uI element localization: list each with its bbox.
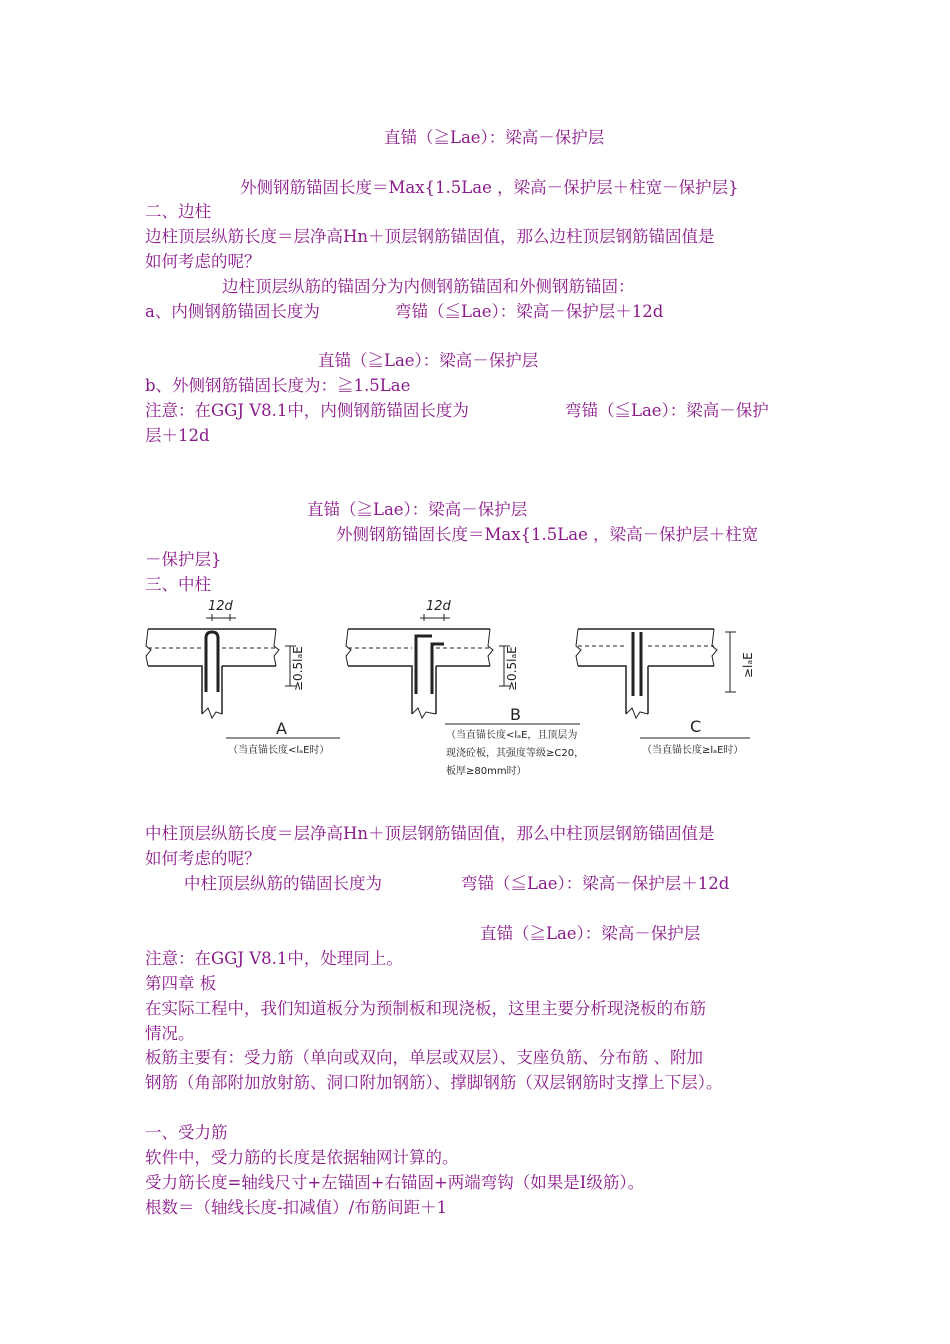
text-line: 外侧钢筋锚固长度＝Max{1.5Lae ，梁高－保护层＋柱宽－保护层} (240, 178, 739, 197)
fig-a-side-dim: ≥0.5lₐE (291, 646, 305, 691)
text-line: 弯锚（≦Lae）：梁高－保护层＋12d (461, 874, 730, 893)
column-anchorage-figure (140, 596, 780, 786)
text-line: 注意：在GGJ V8.1中，内侧钢筋锚固长度为 (145, 401, 469, 420)
fig-a-caption: （当直锚长度<lₐE时） (228, 745, 330, 756)
fig-b-caption-1: （当直锚长度<lₐE，且顶层为 (446, 730, 578, 741)
fig-b-top-dim: 12d (426, 599, 451, 614)
text-line: 根数＝（轴线长度-扣减值）/布筋间距＋1 (145, 1198, 448, 1217)
fig-c-letter: C (690, 717, 702, 736)
chapter-heading: 第四章 板 (145, 974, 217, 993)
text-line: 软件中，受力筋的长度是依据轴网计算的。 (145, 1148, 459, 1167)
text-line: 弯锚（≦Lae）：梁高－保护 (565, 401, 769, 420)
fig-b-caption-2: 现浇砼板，其强度等级≥C20， (446, 748, 585, 759)
text-line: 受力筋长度=轴线尺寸+左锚固+右锚固+两端弯钩（如果是Ⅰ级筋）。 (145, 1173, 645, 1192)
text-line: 在实际工程中，我们知道板分为预制板和现浇板，这里主要分析现浇板的布筋 (145, 999, 706, 1018)
text-line: 情况。 (145, 1024, 195, 1043)
section-heading: 二、边柱 (145, 202, 211, 221)
text-line: 边柱顶层纵筋的锚固分为内侧钢筋锚固和外侧钢筋锚固： (222, 277, 635, 296)
fig-b-letter: B (510, 705, 521, 724)
text-line: a、内侧钢筋锚固长度为 (145, 302, 320, 321)
text-line: 边柱顶层纵筋长度＝层净高Hn＋顶层钢筋锚固值，那么边柱顶层钢筋锚固值是 (145, 227, 715, 246)
text-line: 如何考虑的呢？ (145, 849, 261, 868)
text-line: 层＋12d (145, 426, 210, 445)
fig-b-caption-3: 板厚≥80mm时） (446, 766, 527, 777)
text-line: 中柱顶层纵筋长度＝层净高Hn＋顶层钢筋锚固值，那么中柱顶层钢筋锚固值是 (145, 824, 715, 843)
text-line: 直锚（≧Lae）：梁高－保护层 (318, 351, 539, 370)
text-line: 直锚（≧Lae）：梁高－保护层 (307, 500, 528, 519)
fig-c-caption: （当直锚长度≥lₐE时） (642, 745, 744, 756)
text-line: 板筋主要有：受力筋（单向或双向，单层或双层）、支座负筋、分布筋 、附加 (145, 1048, 703, 1067)
text-line: 钢筋（角部附加放射筋、洞口附加钢筋）、撑脚钢筋（双层钢筋时支撑上下层）。 (145, 1073, 723, 1092)
text-line: 如何考虑的呢？ (145, 252, 261, 271)
text-line: 弯锚（≦Lae）：梁高－保护层＋12d (395, 302, 664, 321)
text-line: b、外侧钢筋锚固长度为：≧1.5Lae (145, 376, 411, 395)
text-line: 直锚（≧Lae）：梁高－保护层 (384, 128, 605, 147)
section-heading: 一、受力筋 (145, 1123, 228, 1142)
text-line: 注意：在GGJ V8.1中，处理同上。 (145, 949, 403, 968)
fig-a-top-dim: 12d (208, 599, 233, 614)
fig-c-side-dim: ≥lₐE (741, 652, 755, 678)
fig-a-letter: A (276, 719, 287, 738)
text-line: 直锚（≧Lae）：梁高－保护层 (480, 924, 701, 943)
text-line: －保护层} (145, 550, 222, 569)
text-line: 外侧钢筋锚固长度＝Max{1.5Lae ，梁高－保护层＋柱宽 (336, 525, 759, 544)
section-heading: 三、中柱 (145, 575, 211, 594)
fig-b-side-dim: ≥0.5lₐE (505, 646, 519, 691)
text-line: 中柱顶层纵筋的锚固长度为 (184, 874, 382, 893)
